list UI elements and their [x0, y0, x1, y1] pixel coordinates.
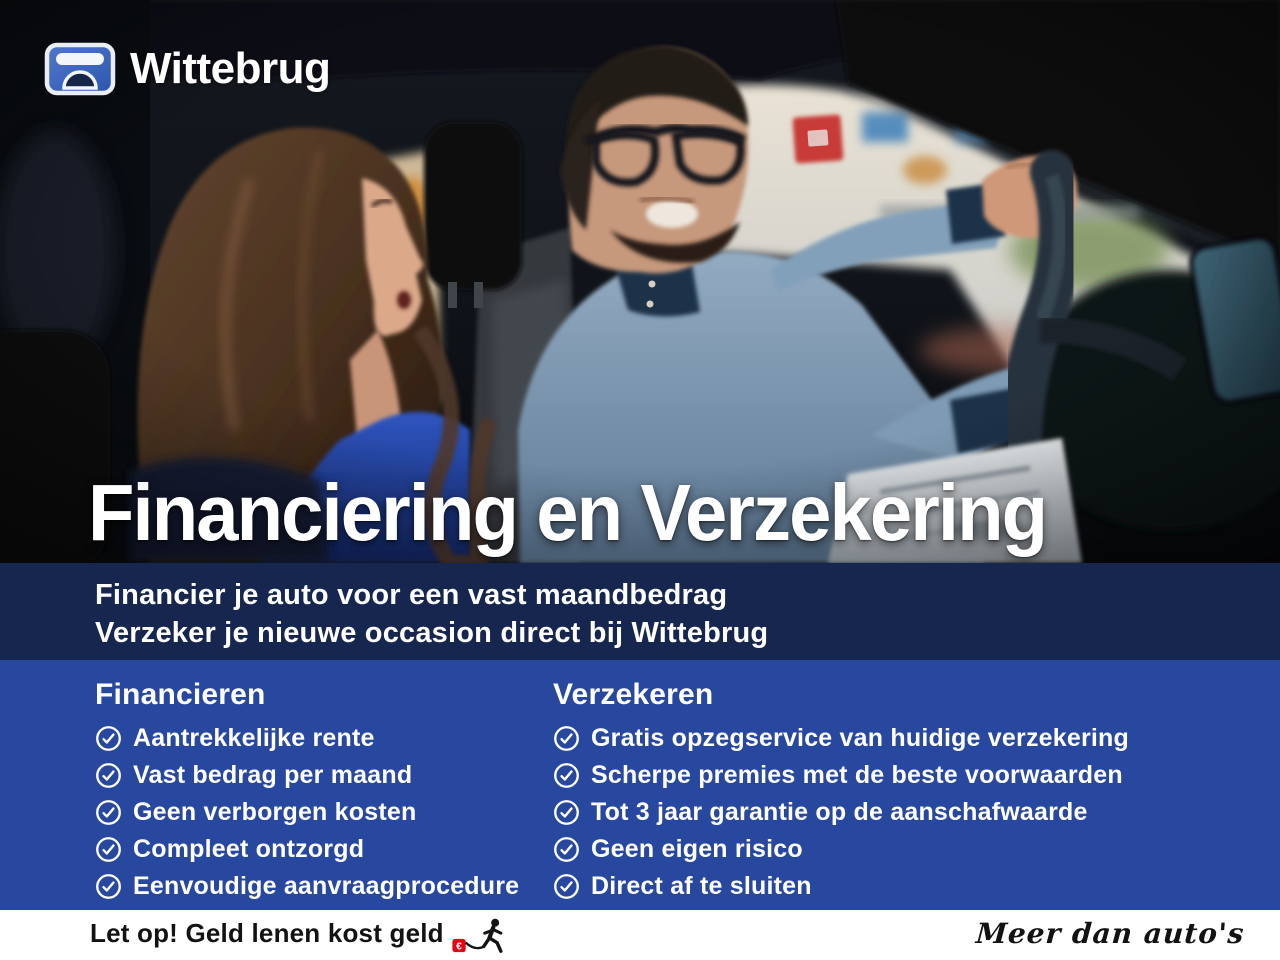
- list-item: [95, 724, 553, 752]
- footer-bar: [0, 910, 1280, 960]
- features-section: [0, 660, 1280, 910]
- verzekeren-column: [553, 678, 1280, 910]
- list-item: [553, 835, 1280, 863]
- money-burden-runner-icon: [450, 917, 508, 955]
- check-circle-icon: [95, 725, 122, 752]
- svg-text:€: €: [455, 941, 462, 953]
- credit-warning-text: Let op! Geld lenen kost geld: [90, 917, 444, 948]
- check-circle-icon: [95, 799, 122, 826]
- list-item: [95, 872, 553, 900]
- brand-lockup: [44, 42, 330, 96]
- check-circle-icon: [553, 725, 580, 752]
- intro-line-2: Verzeker je nieuwe occasion direct bij Wittebrug: [95, 617, 769, 649]
- verzekeren-title: Verzekeren: [553, 678, 714, 711]
- list-item-label: Scherpe premies met de beste voorwaarden: [591, 760, 1123, 789]
- list-item-label: Compleet ontzorgd: [133, 834, 365, 863]
- financieren-column: [95, 678, 553, 910]
- check-circle-icon: [553, 762, 580, 789]
- list-item-label: Geen eigen risico: [591, 834, 803, 863]
- list-item: [553, 798, 1280, 826]
- brand-tagline: Meer dan auto's: [974, 916, 1246, 950]
- financieren-title: Financieren: [95, 678, 266, 711]
- list-item-label: Aantrekkelijke rente: [133, 723, 375, 752]
- brand-name: Wittebrug: [130, 44, 331, 93]
- intro-band: [0, 563, 1280, 660]
- check-circle-icon: [553, 799, 580, 826]
- check-circle-icon: [553, 836, 580, 863]
- list-item: [553, 872, 1280, 900]
- list-item-label: Geen verborgen kosten: [133, 797, 417, 826]
- list-item: [95, 761, 553, 789]
- list-item-label: Direct af te sluiten: [591, 871, 812, 900]
- hero-headline: Financiering en Verzekering: [88, 468, 1047, 557]
- list-item: [95, 835, 553, 863]
- check-circle-icon: [95, 873, 122, 900]
- list-item-label: Gratis opzegservice van huidige verzekering: [591, 723, 1129, 752]
- check-circle-icon: [95, 762, 122, 789]
- check-circle-icon: [553, 873, 580, 900]
- check-circle-icon: [95, 836, 122, 863]
- list-item-label: Tot 3 jaar garantie op de aanschafwaarde: [591, 797, 1088, 826]
- list-item-label: Vast bedrag per maand: [133, 760, 413, 789]
- intro-line-1: Financier je auto voor een vast maandbedrag: [95, 579, 728, 611]
- list-item-label: Eenvoudige aanvraagprocedure: [133, 871, 520, 900]
- wittebrug-bridge-logo-icon: [44, 42, 116, 96]
- list-item: [553, 724, 1280, 752]
- list-item: [95, 798, 553, 826]
- credit-warning: [90, 911, 508, 955]
- list-item: [553, 761, 1280, 789]
